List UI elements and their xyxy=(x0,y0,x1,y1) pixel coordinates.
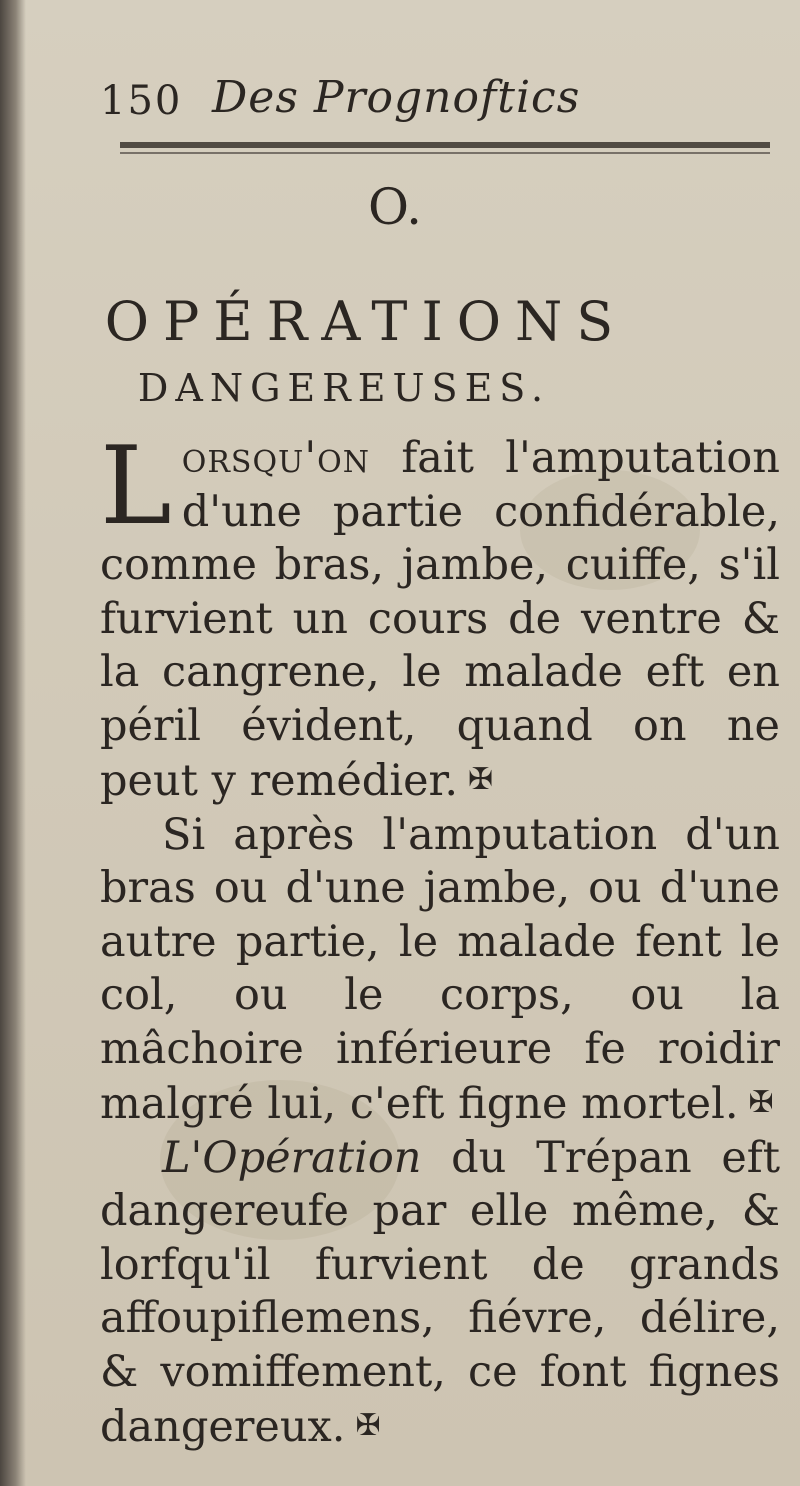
running-title: Des Prognoftics xyxy=(212,72,581,123)
cross-mark-icon: ✠ xyxy=(748,1085,774,1120)
cross-mark-icon: ✠ xyxy=(468,762,494,797)
drop-cap: L xyxy=(100,424,172,549)
page-number: 150 xyxy=(100,78,183,124)
paragraph-1-smallcaps: orsqu'on xyxy=(181,433,370,483)
section-heading: OPÉRATIONS xyxy=(104,290,628,353)
header-rule xyxy=(120,142,770,148)
header-rule-thin xyxy=(120,152,770,154)
section-letter: O. xyxy=(368,178,422,236)
paragraph-2-text: Si après l'amputation d'un bras ou d'une jambe, ou d'une autre partie, le malade fent le col, ou le corps, ou la mâchoire inférieure fe roidir malgré lui, c'eft figne mortel. xyxy=(100,809,780,1129)
paragraph-2 xyxy=(100,809,780,1132)
paragraph-1-text: fait l'amputation d'une partie confidérable, comme bras, jambe, cuiffe, s'il furvient un cours de ventre & la cangrene, le malade eft en péril évident, quand on ne peut y remédier. xyxy=(100,433,780,806)
body-text xyxy=(100,424,780,1455)
page-header xyxy=(100,68,760,138)
paragraph-3 xyxy=(100,1132,780,1455)
paragraph-3-text: du Trépan eft dangereufe par elle même, & lorfqu'il furvient de grands affoupiflemens, fiévre, délire, & vomiffement, ce font fignes dangereux. xyxy=(100,1132,780,1452)
paragraph-1 xyxy=(100,424,780,809)
paragraph-3-italic-lead: L'Opération xyxy=(162,1132,422,1183)
cross-mark-icon: ✠ xyxy=(355,1408,381,1443)
section-subheading: DANGEREUSES. xyxy=(137,366,551,410)
